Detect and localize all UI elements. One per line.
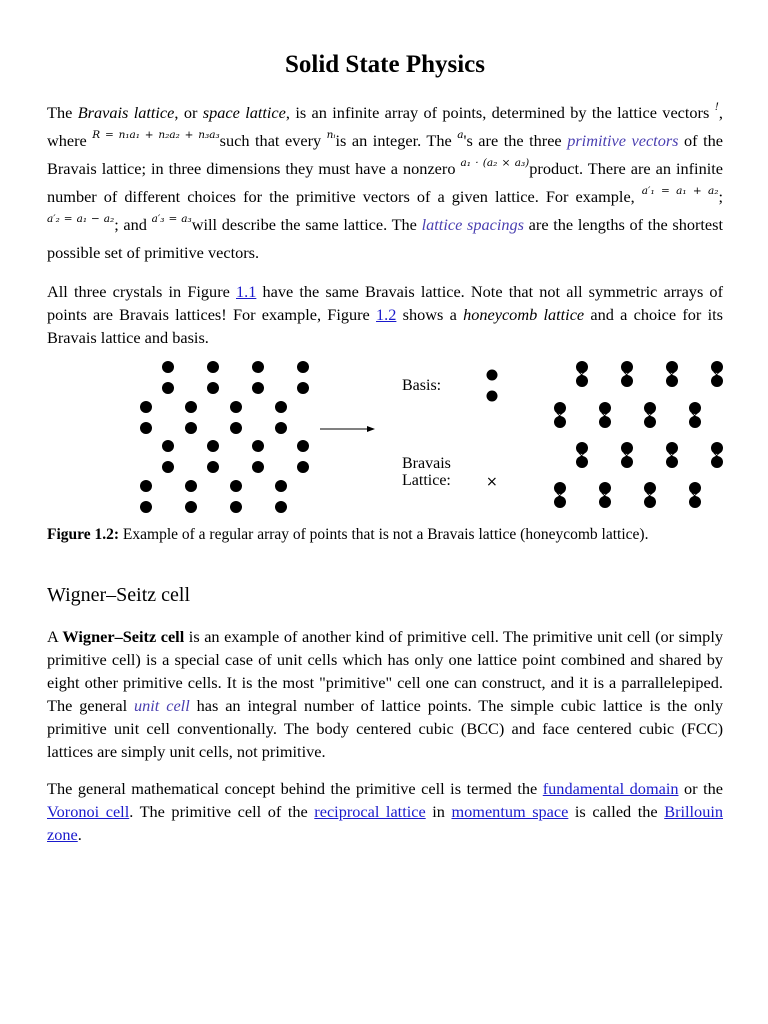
bravais-point-cross: × bbox=[600, 489, 610, 502]
math-a2-prime: a′₂ = a₁ − a₂ bbox=[47, 213, 115, 225]
lattice-dot bbox=[162, 440, 174, 452]
lattice-dot bbox=[140, 501, 152, 513]
lattice-dot bbox=[252, 382, 264, 394]
lattice-dot bbox=[207, 361, 219, 373]
lattice-dot bbox=[297, 361, 309, 373]
section-title-wigner-seitz: Wigner–Seitz cell bbox=[47, 584, 191, 606]
term-honeycomb-lattice: honeycomb lattice bbox=[463, 305, 585, 324]
lattice-dot bbox=[162, 382, 174, 394]
figure-honeycomb bbox=[47, 355, 723, 520]
term-wigner-seitz-cell: Wigner–Seitz cell bbox=[62, 627, 185, 646]
lattice-dot bbox=[252, 361, 264, 373]
lattice-dot bbox=[162, 361, 174, 373]
lattice-dot bbox=[185, 422, 197, 434]
bravais-point-cross: × bbox=[577, 449, 587, 462]
figure-1-2-link[interactable]: 1.2 bbox=[376, 305, 397, 324]
basis-dot bbox=[487, 391, 498, 402]
document-page bbox=[47, 50, 723, 846]
reciprocal-lattice-link[interactable]: reciprocal lattice bbox=[314, 802, 426, 821]
lattice-dot bbox=[230, 401, 242, 413]
lattice-dot bbox=[207, 440, 219, 452]
lattice-dot bbox=[230, 422, 242, 434]
momentum-space-link[interactable]: momentum space bbox=[451, 802, 569, 821]
math-vector-placeholder: ! bbox=[714, 101, 719, 113]
bravais-point-cross: × bbox=[645, 489, 655, 502]
lattice-dot bbox=[162, 461, 174, 473]
lattice-dot bbox=[207, 461, 219, 473]
honeycomb-lattice-dots bbox=[140, 361, 309, 513]
math-triple-product: a₁ · (a₂ × a₃) bbox=[460, 157, 530, 169]
lattice-dot bbox=[275, 480, 287, 492]
brillouin-zone-link[interactable]: Brillouin zone bbox=[47, 802, 724, 844]
bravais-label-line2: Lattice: bbox=[402, 472, 451, 489]
lattice-dot bbox=[140, 422, 152, 434]
bravais-point-cross: × bbox=[555, 489, 565, 502]
caption-label: Figure 1.2: bbox=[47, 526, 120, 543]
lattice-dot bbox=[297, 440, 309, 452]
lattice-dot bbox=[297, 461, 309, 473]
lattice-dot bbox=[140, 401, 152, 413]
fundamental-domain-link[interactable]: fundamental domain bbox=[542, 779, 679, 798]
lattice-dot bbox=[297, 382, 309, 394]
bravais-point-cross: × bbox=[622, 449, 632, 462]
voronoi-cell-link[interactable]: Voronoi cell bbox=[47, 802, 130, 821]
figure-1-1-link[interactable]: 1.1 bbox=[236, 282, 257, 301]
arrow-head-icon bbox=[367, 426, 375, 432]
math-a3-prime: a′₃ = a₃ bbox=[151, 213, 192, 225]
math-a-vector: a bbox=[457, 129, 464, 141]
bravais-point-cross: × bbox=[690, 409, 700, 422]
lattice-dot bbox=[275, 401, 287, 413]
basis-label: Basis: bbox=[402, 377, 442, 394]
term-primitive-vectors: primitive vectors bbox=[567, 131, 679, 150]
bravais-label-line1: Bravais bbox=[402, 455, 451, 472]
bravais-point-cross: × bbox=[645, 409, 655, 422]
paragraph-honeycomb-intro: All three crystals in Figure 1.1 have the same Bravais lattice. Note that not all symmetric arrays of points are Bravais lattices! For example, Figure 1.2 shows a honeycomb lattice and a choice for its Bravais lattice and basis. bbox=[47, 282, 723, 347]
bravais-point-cross: × bbox=[690, 489, 700, 502]
lattice-dot bbox=[185, 501, 197, 513]
bravais-point-cross: × bbox=[577, 368, 587, 381]
figure-caption: Figure 1.2: Example of a regular array of points that is not a Bravais lattice (honeycomb lattice). bbox=[47, 526, 649, 543]
paragraph-wigner-seitz: A Wigner–Seitz cell is an example of another kind of primitive cell. The primitive unit cell (or simply primitive cell) is a special case of unit cells which has only one lattice point combined and shared by eight other primitive cells. It is the most "primitive" cell one can construct, and it is a parrallelepiped. The general unit cell has an integral number of lattice points. The simple cubic lattice is the only primitive unit cell conventionally. The body centered cubic (BCC) and face centered cubic (FCC) lattices are simply unit cells, not primitive. bbox=[47, 627, 724, 761]
lattice-dot bbox=[275, 501, 287, 513]
bravais-point-cross: × bbox=[667, 368, 677, 381]
bravais-point-cross: × bbox=[712, 368, 722, 381]
page-title: Solid State Physics bbox=[284, 51, 486, 78]
lattice-dot bbox=[252, 461, 264, 473]
term-bravais-lattice: Bravais lattice bbox=[77, 103, 175, 122]
lattice-dot bbox=[275, 422, 287, 434]
lattice-dot bbox=[230, 480, 242, 492]
basis-dot bbox=[487, 370, 498, 381]
term-space-lattice: space lattice bbox=[202, 103, 286, 122]
bravais-cross-icon: × bbox=[486, 474, 498, 490]
term-unit-cell: unit cell bbox=[134, 696, 190, 715]
paragraph-fundamental-domain: The general mathematical concept behind the primitive cell is termed the fundamental domain or the Voronoi cell. The primitive cell of the reciprocal lattice in momentum space is called the Brillouin zone. bbox=[47, 779, 724, 844]
math-a1-prime: a′₁ = a₁ + a₂ bbox=[641, 185, 719, 197]
basis-and-bravais-lattice bbox=[554, 361, 723, 508]
lattice-dot bbox=[252, 440, 264, 452]
honeycomb-figure-svg bbox=[0, 355, 768, 520]
lattice-dot bbox=[140, 480, 152, 492]
lattice-dot bbox=[185, 401, 197, 413]
bravais-point-cross: × bbox=[667, 449, 677, 462]
bravais-point-cross: × bbox=[600, 409, 610, 422]
lattice-dot bbox=[207, 382, 219, 394]
math-ni: nᵢ bbox=[326, 129, 336, 141]
bravais-point-cross: × bbox=[712, 449, 722, 462]
lattice-dot bbox=[230, 501, 242, 513]
lattice-dot bbox=[185, 480, 197, 492]
math-lattice-vector-R: R = n₁a₁ + n₂a₂ + n₃a₃ bbox=[92, 129, 220, 141]
bravais-point-cross: × bbox=[622, 368, 632, 381]
bravais-point-cross: × bbox=[555, 409, 565, 422]
term-lattice-spacings: lattice spacings bbox=[421, 215, 524, 234]
paragraph-bravais-definition: The Bravais lattice, or space lattice, is an infinite array of points, determined by the lattice vectors !, where $^{R = n_1a_1 + n_2a_2 + n_3a_3}$such that every $^{nᵢ}$is an integer. The $^a$'s are the three primitive vectors of the Bravais lattice; in three dimensions they must have a nonzero $^{a_1 \cdot (a_2 \times a_3)}$product. There are an infinite number of different choices for the primitive vectors of a given lattice. For example, $^{a'_1 = a_1 + a_2}$; $^{a'_2 = a_1 - a_2}$; and $^{a'_3 = a_3}$will describe the same lattice. The lattice spacings are the lengths of the shortest possible set of primitive vectors. bbox=[47, 101, 724, 262]
